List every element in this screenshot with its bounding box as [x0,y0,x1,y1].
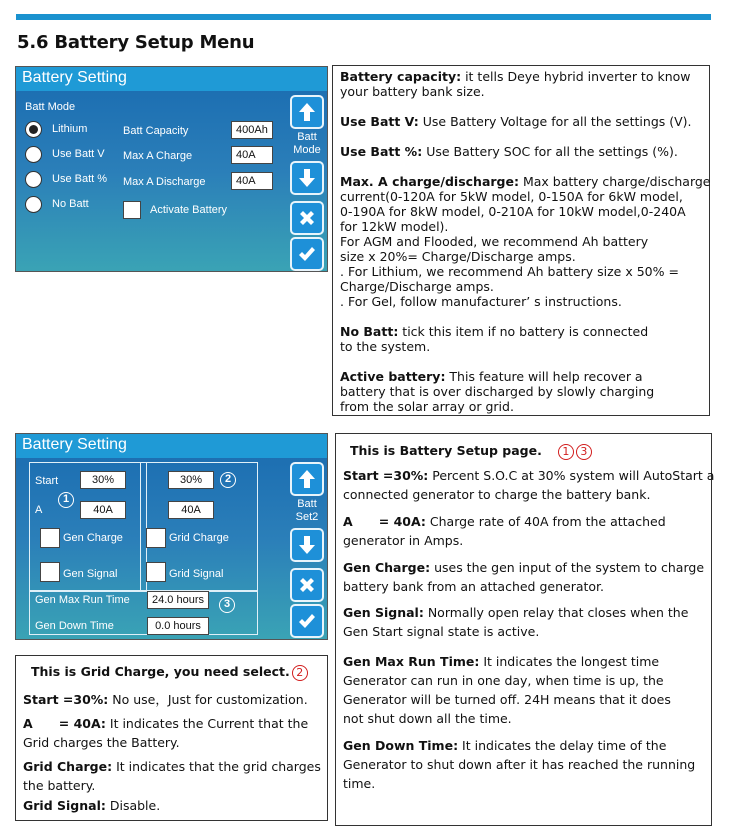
a-text-2: Grid charges the Battery. [23,735,180,750]
no-batt-text-2: to the system. [340,339,431,354]
check-icon [297,244,317,264]
radio-no-batt[interactable] [25,196,42,213]
screen-panel [16,458,327,639]
badge-1: 1 [58,492,74,508]
confirm-button[interactable] [290,604,324,638]
batt-mode-page-label: Batt Mode [293,131,321,156]
no-batt-text: tick this item if no battery is connected [398,324,649,339]
gen-charge-checkbox[interactable] [40,528,60,548]
radio-no-batt-label: No Batt [52,198,89,210]
use-batt-v-text: Use Battery Voltage for all the settings (V). [418,114,692,129]
screen-title: Battery Setting [16,67,327,91]
grid-charge-text-2: the battery. [23,778,96,793]
start-term: Start =30%: [23,692,109,707]
active-battery-text: This feature will help recover a [445,369,643,384]
gen-signal-label: Gen Signal [63,568,118,580]
batt-capacity-field[interactable]: 400Ah [231,121,273,139]
battery-capacity-text: it tells Deye hybrid inverter to know [461,69,691,84]
badge-2: 2 [220,472,236,488]
gen-down-time-text-2: Generator to shut down after it has reached the running [343,757,696,772]
grid-a-field[interactable]: 40A [168,501,214,519]
max-a-text-9: . For Gel, follow manufacturer’ s instructions. [340,294,622,309]
grid-start-field[interactable]: 30% [168,471,214,489]
battery-capacity-text-2: your battery bank size. [340,84,485,99]
max-a-charge-field[interactable]: 40A [231,146,273,164]
grid-signal-text: Disable. [105,798,161,813]
activate-battery-label: Activate Battery [150,204,228,216]
batt-set2-page-label: Batt Set2 [295,498,319,523]
max-a-text-2: current(0-120A for 5kW model, 0-150A for 6kW model, [340,189,683,204]
max-a-text-8: Charge/Discharge amps. [340,279,494,294]
gen-a-field[interactable]: 40A [80,501,126,519]
a-term: A = 40A: [343,514,426,529]
a-text: Charge rate of 40A from the attached [425,514,666,529]
section-title: 5.6 Battery Setup Menu [17,32,255,53]
scroll-up-button[interactable] [290,462,324,496]
screen-title: Battery Setting [16,434,327,458]
max-a-text-4: for 12kW model). [340,219,449,234]
start-text: Percent S.O.C at 30% system will AutoStart a [428,468,715,483]
gen-down-time-text-3: time. [343,776,376,791]
battery-setting-screen-2 [15,433,328,640]
scroll-down-button[interactable] [290,161,324,195]
active-battery-text-3: from the solar array or grid. [340,399,514,414]
gen-charge-term: Gen Charge: [343,560,431,575]
grid-signal-term: Grid Signal: [23,798,106,813]
scroll-up-button[interactable] [290,95,324,129]
active-battery-term: Active battery: [340,369,446,384]
confirm-button[interactable] [290,237,324,271]
max-a-text-6: size x 20%= Charge/Discharge amps. [340,249,576,264]
check-icon [297,611,317,631]
use-batt-v-term: Use Batt V: [340,114,419,129]
battery-mode-description [332,65,710,416]
gen-start-field[interactable]: 30% [80,471,126,489]
gen-down-time-text: It indicates the delay time of the [458,738,667,753]
use-batt-percent-text: Use Battery SOC for all the settings (%). [422,144,678,159]
grid-signal-label: Grid Signal [169,568,224,580]
a-term: A = 40A: [23,716,106,731]
max-a-charge-label: Max A Charge [123,150,193,162]
gen-charge-label: Gen Charge [63,532,123,544]
scroll-down-button[interactable] [290,528,324,562]
gen-max-run-time-text: It indicates the longest time [479,654,660,669]
grid-charge-description [15,655,328,821]
start-term: Start =30%: [343,468,429,483]
gen-max-run-time-text-3: Generator will be turned off. 24H means that it does [343,692,671,707]
gen-signal-checkbox[interactable] [40,562,60,582]
a-label: A [35,504,43,516]
max-a-term: Max. A charge/discharge: [340,174,519,189]
gen-signal-term: Gen Signal: [343,605,424,620]
grid-charge-text: It indicates that the grid charges [112,759,321,774]
grid-charge-term: Grid Charge: [23,759,113,774]
gen-max-run-time-term: Gen Max Run Time: [343,654,480,669]
screen-panel [16,91,327,271]
gen-signal-text-2: Gen Start signal state is active. [343,624,540,639]
cancel-button[interactable] [290,201,324,235]
max-a-text-5: For AGM and Flooded, we recommend Ah battery [340,234,649,249]
gen-charge-text-2: battery bank from an attached generator. [343,579,605,594]
battery-setup-description [335,433,715,826]
arrow-up-icon [297,102,317,122]
grid-charge-checkbox[interactable] [146,528,166,548]
badge-3: 3 [219,597,235,613]
gen-charge-text: uses the gen input of the system to charge [430,560,705,575]
active-battery-text-2: battery that is over discharged by slowly charging [340,384,655,399]
radio-use-batt-v[interactable] [25,146,42,163]
radio-lithium-label: Lithium [52,123,88,135]
grid-charge-label: Grid Charge [169,532,229,544]
start-label: Start [35,475,59,487]
a-text-2: generator in Amps. [343,533,464,548]
grid-charge-title: This is Grid Charge, you need select. [31,664,290,679]
grid-signal-checkbox[interactable] [146,562,166,582]
gen-max-run-time-text-2: Generator can run in one day, when time is up, the [343,673,664,688]
radio-use-batt-v-label: Use Batt V [52,148,105,160]
gen-signal-text: Normally open relay that closes when the [423,605,689,620]
battery-setting-screen-1 [15,66,328,272]
max-a-text: Max battery charge/discharge [518,174,711,189]
max-a-text-3: 0-190A for 8kW model, 0-210A for 10kW model,0-240A [340,204,686,219]
radio-use-batt-percent-label: Use Batt % [52,173,108,185]
badge-1: 1 [558,444,574,460]
gen-max-run-time-label: Gen Max Run Time [35,594,130,606]
battery-capacity-term: Battery capacity: [340,69,462,84]
close-icon [297,575,317,595]
radio-use-batt-percent[interactable] [25,171,42,188]
arrow-down-icon [297,168,317,188]
no-batt-term: No Batt: [340,324,399,339]
header-rule [16,14,711,20]
a-text: It indicates the Current that the [105,716,309,731]
gen-down-time-label: Gen Down Time [35,620,114,632]
battery-setup-title: This is Battery Setup page. [350,443,542,458]
batt-capacity-label: Batt Capacity [123,125,189,137]
arrow-down-icon [297,535,317,555]
max-a-text-7: . For Lithium, we recommend Ah battery size x 50% = [340,264,679,279]
start-text-2: connected generator to charge the battery bank. [343,487,651,502]
badge-2: 2 [292,665,308,681]
max-a-discharge-label: Max A Discharge [123,176,206,188]
arrow-up-icon [297,469,317,489]
max-a-discharge-field[interactable]: 40A [231,172,273,190]
gen-max-run-time-text-4: not shut down all the time. [343,711,512,726]
gen-down-time-term: Gen Down Time: [343,738,459,753]
radio-lithium[interactable] [25,121,42,138]
gen-max-run-time-field[interactable]: 24.0 hours [147,591,209,609]
close-icon [297,208,317,228]
activate-battery-checkbox[interactable] [123,201,141,219]
gen-down-time-field[interactable]: 0.0 hours [147,617,209,635]
batt-mode-label: Batt Mode [25,101,76,113]
badge-3: 3 [576,444,592,460]
use-batt-percent-term: Use Batt %: [340,144,423,159]
start-text: No use，Just for customization. [108,692,308,707]
cancel-button[interactable] [290,568,324,602]
